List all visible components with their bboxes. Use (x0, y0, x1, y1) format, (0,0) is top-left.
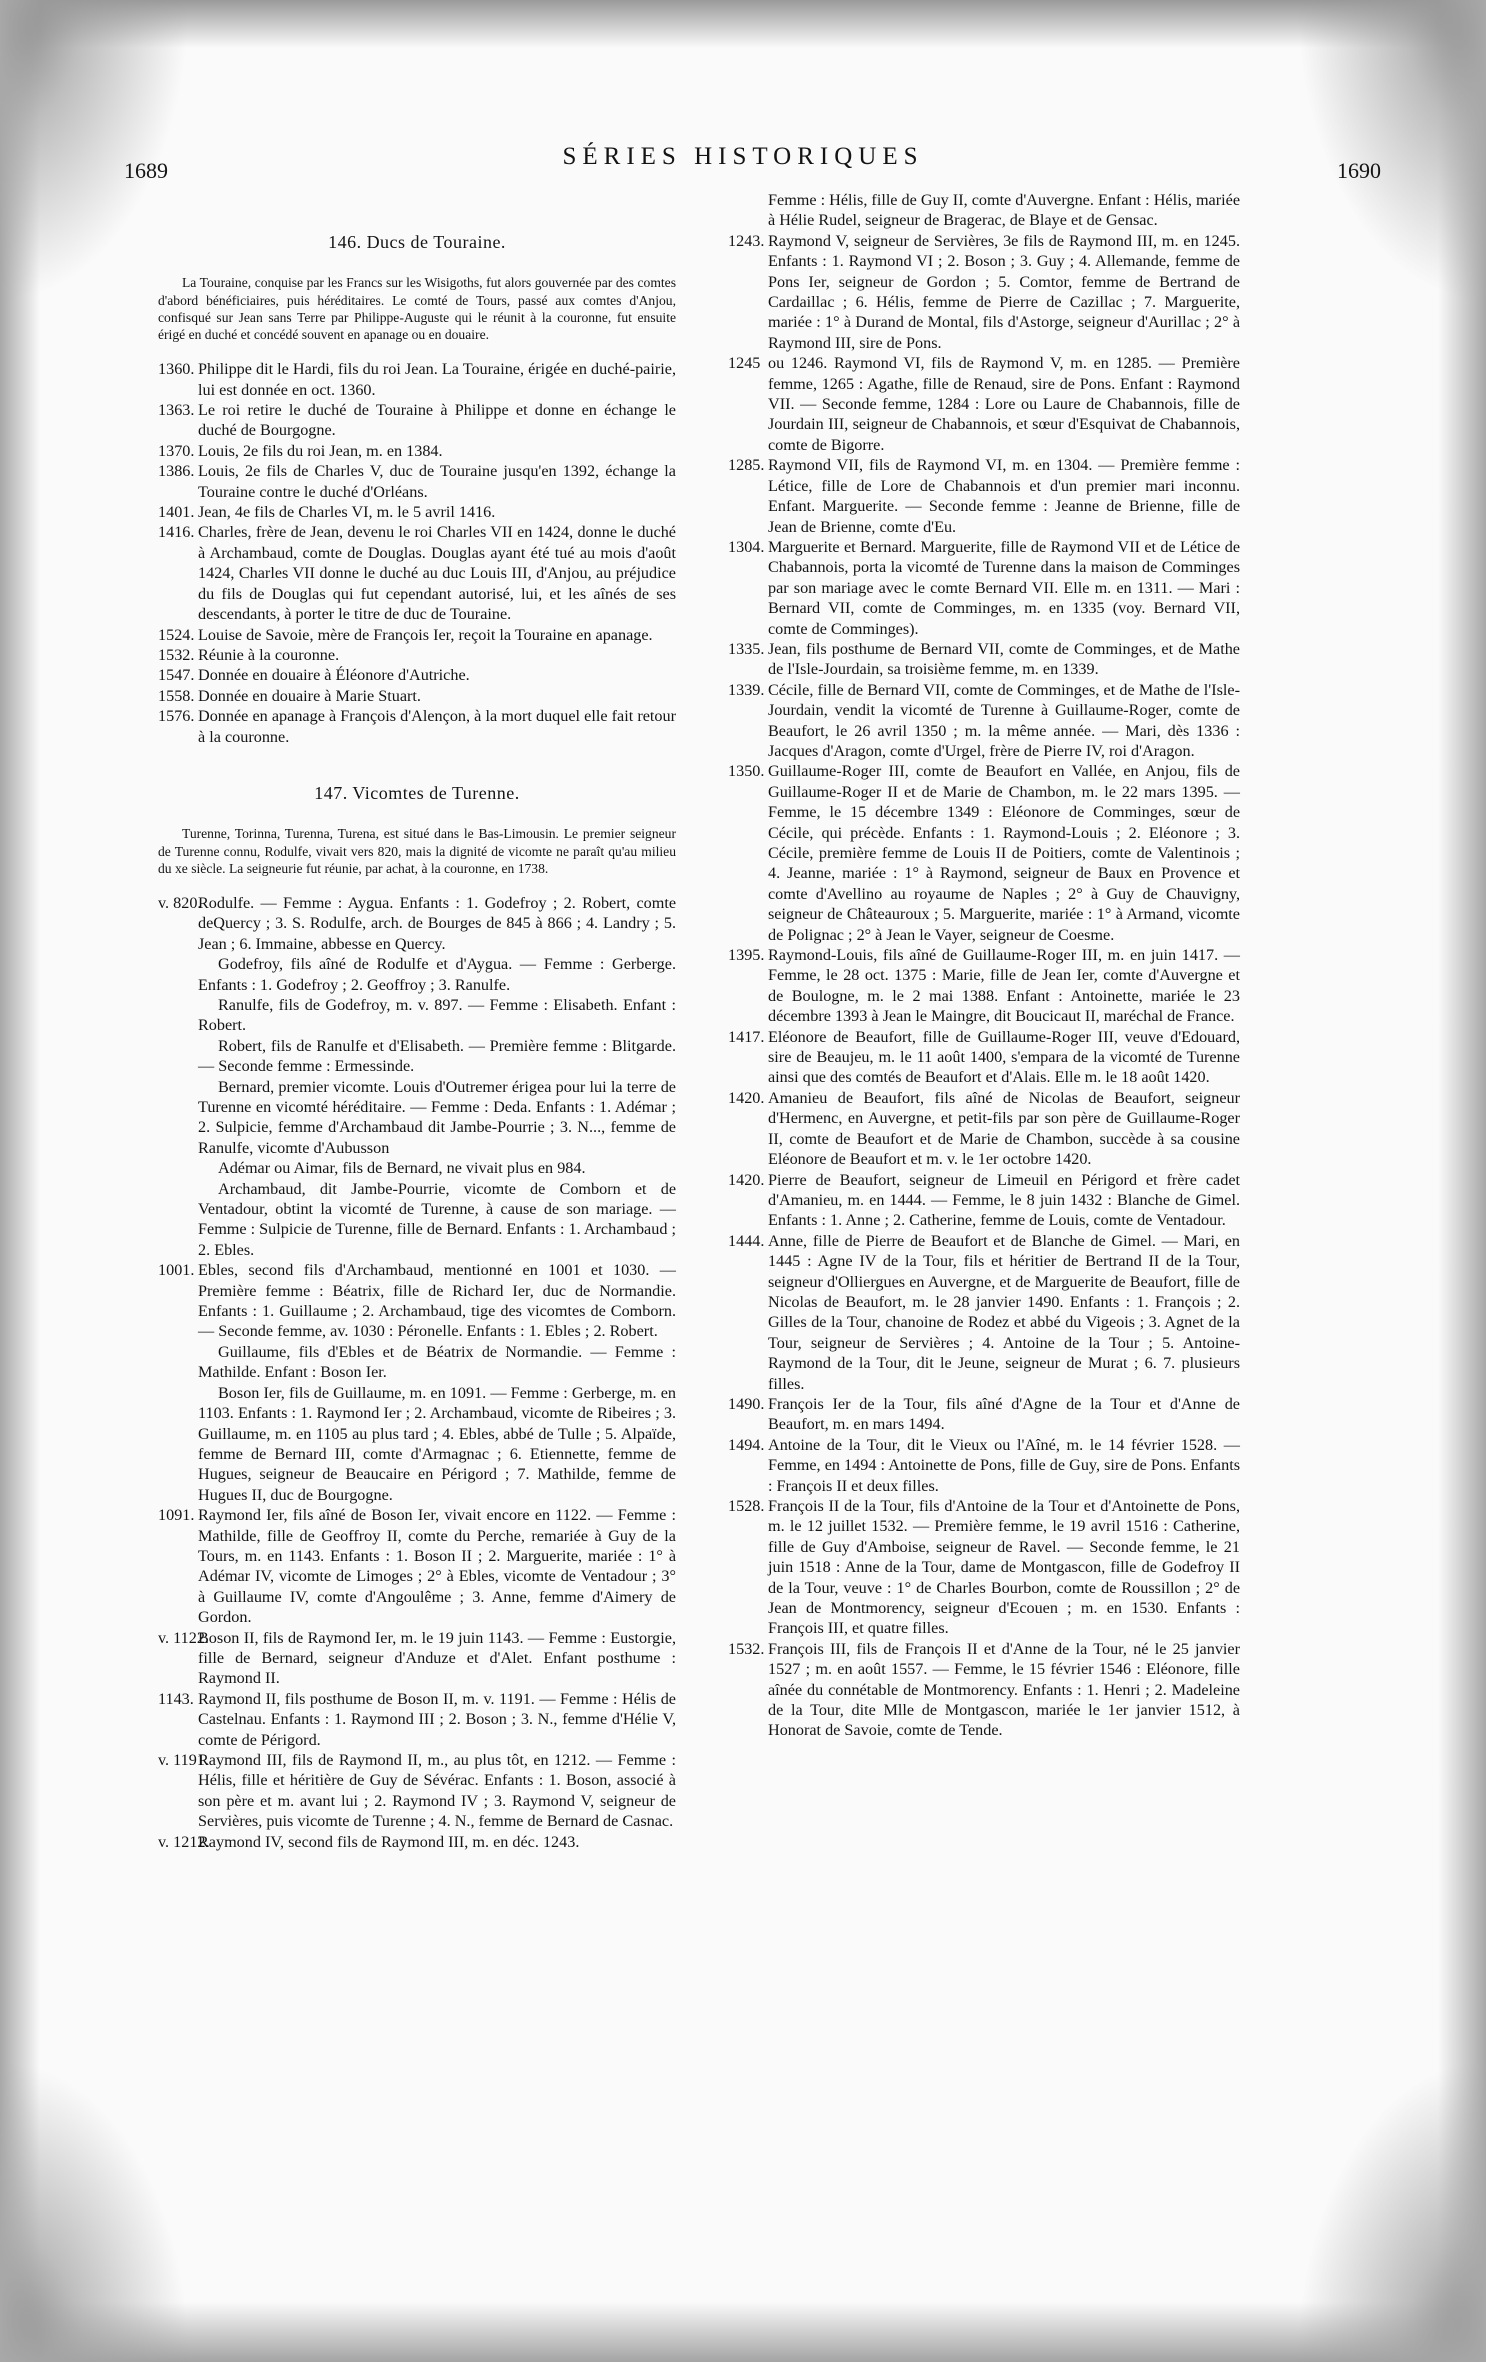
entry (158, 441, 676, 461)
continuation-entry (728, 190, 1240, 231)
entry-date: 1547. (158, 666, 195, 685)
entry-text: Archambaud, dit Jambe-Pourrie, vicomte de Comborn et de Ventadour, obtint la vicomté de Turenne, à cause de son mariage. — Femme : Sulpicie de Turenne, fille de Bernard. Enfants : 1. Archambaud ; 2. Ebles. (198, 1179, 676, 1259)
entry-date: 1558. (158, 686, 195, 705)
entry-date: 1360. (158, 360, 195, 379)
entry (158, 1505, 676, 1627)
entry (158, 1628, 676, 1689)
right-column (728, 190, 1240, 1741)
entry (158, 1077, 676, 1159)
entry-text: Raymond VII, fils de Raymond VI, m. en 1304. — Première femme : Létice, fille de Lore de Chabannois et d'un premier mari inconnu. Enfant. Marguerite. — Seconde femme : Jeanne de Brienne, fille de Jean de Brienne, comte d'Eu. (768, 456, 1240, 536)
entry-list-turenne-right (728, 231, 1240, 1741)
entry-text: Raymond III, fils de Raymond II, m., au plus tôt, en 1212. — Femme : Hélis, fille et héritière de Guy de Sévérac. Enfants : 1. Boson, associé à son père et m. avant lui ; 2. Raymond IV ; 3. Raymond V, seigneur de Servières, puis vicomte de Turenne ; 4. N., femme de Bernard de Casnac. (198, 1751, 676, 1831)
entry-text: Louis, 2e fils du roi Jean, m. en 1384. (198, 441, 443, 460)
entry-text: Jean, 4e fils de Charles VI, m. le 5 avril 1416. (198, 503, 496, 522)
entry-text: ou 1246. Raymond VI, fils de Raymond V, m. en 1285. — Première femme, 1265 : Agathe, fille de Renaud, sire de Pons. Enfant : Raymond VII. — Seconde femme, 1284 : Lore ou Laure de Chabannois, fille de Jourdain III, seigneur de Chabannois, et sœur d'Esquivat de Chabannois, comte de Bigorre. (768, 354, 1240, 454)
entry-text: Rodulfe. — Femme : Aygua. Enfants : 1. Godefroy ; 2. Robert, comte deQuercy ; 3. S. Rodulfe, arch. de Bourges de 845 à 866 ; 4. Landry ; 5. Jean ; 6. Immaine, abbesse en Quercy. (198, 893, 676, 953)
entry (158, 665, 676, 685)
entry-date: 1285. (728, 456, 765, 475)
entry (728, 1394, 1240, 1435)
entry-date: 1243. (728, 231, 765, 250)
entry (158, 625, 676, 645)
entry (158, 522, 676, 624)
entry-text: Pierre de Beaufort, seigneur de Limeuil en Périgord et frère cadet d'Amanieu, m. en 1444. — Femme, le 8 juin 1432 : Blanche de Gimel. Enfants : 1. Anne ; 2. Catherine, femme de Louis, comte de Ventadour. (768, 1170, 1240, 1230)
entry (158, 1179, 676, 1261)
entry-text: Adémar ou Aimar, fils de Bernard, ne vivait plus en 984. (218, 1159, 586, 1178)
entry (158, 1158, 676, 1178)
entry (158, 461, 676, 502)
entry (728, 231, 1240, 353)
entry-date: 1416. (158, 523, 195, 542)
entry-text: Louise de Savoie, mère de François Ier, reçoit la Touraine en apanage. (198, 625, 653, 644)
section-intro-touraine: La Touraine, conquise par les Francs sur les Wisigoths, fut alors gouvernée par des comtes d'abord bénéficiaires, puis héréditaires. Le comté de Tours, passé aux comtes d'Anjou, confisqué sur Jean sans Terre par Philippe-Auguste qui le réunit à la couronne, fut ensuite érigé en duché et concédé souvent en apanage ou en douaire. (158, 275, 676, 343)
entry-date: 1339. (728, 680, 765, 699)
entry-text: Raymond-Louis, fils aîné de Guillaume-Roger III, m. en juin 1417. — Femme, le 28 oct. 1375 : Marie, fille de Jean Ier, comte d'Auvergne et de Boulogne, m. le 2 mai 1388. Enfant : Antoinette, mariée le 23 décembre 1393 à Jean le Maingre, dit Boucicaut II, maréchal de France. (768, 946, 1240, 1026)
entry-text: Antoine de la Tour, dit le Vieux ou l'Aîné, m. le 14 février 1528. — Femme, en 1494 : Antoinette de Pons, fille de Guy, sire de Pons. Enfants : François II et deux filles. (768, 1435, 1240, 1495)
left-column (158, 196, 676, 1852)
entry (728, 1170, 1240, 1231)
scan-shadow-left (0, 0, 40, 2362)
entry (158, 1260, 676, 1342)
entry-date: 1490. (728, 1394, 765, 1413)
entry (728, 1435, 1240, 1496)
entry-text: Guillaume, fils d'Ebles et de Béatrix de Normandie. — Femme : Mathilde. Enfant : Boson Ier. (198, 1342, 676, 1382)
entry-text: François Ier de la Tour, fils aîné d'Agne de la Tour et d'Anne de Beaufort, m. en mars 1494. (768, 1394, 1240, 1434)
entry (158, 1689, 676, 1750)
entry (158, 400, 676, 441)
entry-text: Robert, fils de Ranulfe et d'Elisabeth. — Première femme : Blitgarde. — Seconde femme : Ermessinde. (198, 1036, 676, 1076)
entry-date: 1091. (158, 1506, 195, 1525)
entry-date: 1444. (728, 1231, 765, 1250)
scan-shadow-right (1438, 0, 1486, 2362)
entry (158, 502, 676, 522)
entry (158, 686, 676, 706)
entry (158, 893, 676, 954)
entry-date: 1143. (158, 1689, 194, 1708)
entry (158, 1036, 676, 1077)
entry-date: 1532. (728, 1639, 765, 1658)
entry (728, 1088, 1240, 1170)
entry-text: Amanieu de Beaufort, fils aîné de Nicolas de Beaufort, seigneur d'Hermenc, en Auvergne, et petit-fils par son père de Guillaume-Roger II, comte de Beaufort et de Marie de Chambon, succède à sa cousine Eléonore de Beaufort et m. v. le 1er octobre 1420. (768, 1088, 1240, 1169)
entry (158, 954, 676, 995)
entry-list-touraine (158, 359, 676, 747)
running-title: SÉRIES HISTORIQUES (562, 143, 924, 170)
entry (728, 537, 1240, 639)
entry (158, 359, 676, 400)
entry-date: v. 820. (158, 893, 202, 912)
entry-date: v. 1191. (158, 1751, 209, 1770)
entry (728, 455, 1240, 537)
entry-text: Eléonore de Beaufort, fille de Guillaume-Roger III, veuve d'Edouard, sire de Beaujeu, m. le 11 août 1400, s'empara de la vicomté de Turenne ainsi que des comtés de Beaufort et d'Alais. Elle m. le 18 août 1420. (768, 1027, 1240, 1087)
entry (728, 353, 1240, 455)
entry-text: Ebles, second fils d'Archambaud, mentionné en 1001 et 1030. — Première femme : Béatrix, fille de Richard Ier, duc de Normandie. Enfants : 1. Guillaume ; 2. Archambaud, tige des vicomtes de Comborn. — Seconde femme, av. 1030 : Péronelle. Enfants : 1. Ebles ; 2. Robert. (198, 1261, 676, 1341)
entry-text: François III, fils de François II et d'Anne de la Tour, né le 25 janvier 1527 ; m. en août 1557. — Femme, le 15 février 1546 : Eléonore, fille aînée du connétable de Montmorency. Enfants : 1. Henri ; 2. Madeleine de la Tour, dite Mlle de Montgascon, mariée le 1er janvier 1512, à Honorat de Savoie, comte de Tende. (768, 1639, 1240, 1740)
entry-date: 1335. (728, 639, 765, 658)
entry-text: Raymond II, fils posthume de Boson II, m. v. 1191. — Femme : Hélis de Castelnau. Enfants : 1. Raymond III ; 2. Boson ; 3. N., femme d'Hélie V, comte de Périgord. (198, 1689, 676, 1749)
entry (728, 761, 1240, 945)
entry-text: Marguerite et Bernard. Marguerite, fille de Raymond VII et de Létice de Chabannois, porta la vicomté de Turenne dans la maison de Comminges par son mariage avec le comte Bernard VII. Elle m. en 1311. — Mari : Bernard VII, comte de Comminges, m. en 1335 (voy. Bernard VII, comte de Comminges). (768, 537, 1240, 638)
entry-text: Louis, 2e fils de Charles V, duc de Touraine jusqu'en 1392, échange la Touraine contre le duché d'Orléans. (198, 462, 676, 501)
entry (158, 1832, 676, 1852)
entry-date: 1532. (158, 645, 195, 664)
entry (158, 706, 676, 747)
continuation-text: Femme : Hélis, fille de Guy II, comte d'Auvergne. Enfant : Hélis, mariée à Hélie Rudel, seigneur de Bragerac, de Blaye et de Gensac. (768, 191, 1240, 230)
entry-date: 1386. (158, 462, 195, 481)
scan-shadow-top (0, 0, 1486, 48)
entry-text: François II de la Tour, fils d'Antoine de la Tour et d'Antoinette de Pons, m. le 12 juillet 1532. — Première femme, le 19 avril 1516 : Catherine, fille de Guy d'Amboise, seigneur de Ravel. — Seconde femme, le 21 juin 1518 : Anne de la Tour, dame de Montgascon, fille de Godefroy II de la Tour, veuve : 1° de Charles Bourbon, comte de Roussillon ; 2° de Jean de Montmorency, seigneur d'Ecouen ; m. en 1530. Enfants : François III, et quatre filles. (768, 1497, 1240, 1638)
page-number-left: 1689 (124, 158, 168, 183)
entry-date: 1494. (728, 1435, 765, 1454)
page-number-right: 1690 (1337, 158, 1381, 183)
entry (728, 1496, 1240, 1639)
entry-date: 1304. (728, 537, 765, 556)
entry-text: Boson II, fils de Raymond Ier, m. le 19 juin 1143. — Femme : Eustorgie, fille de Bernard, seigneur d'Anduze et d'Alet. Enfant posthume : Raymond II. (198, 1628, 676, 1688)
entry-text: Cécile, fille de Bernard VII, comte de Comminges, et de Mathe de l'Isle-Jourdain, vendit la vicomté de Turenne à Guillaume-Roger, comte de Beaufort, le 26 avril 1350 ; m. la même année. — Mari, dès 1336 : Jacques d'Aragon, comte d'Urgel, frère de Pierre IV, roi d'Aragon. (768, 680, 1240, 760)
entry-text: Donnée en douaire à Éléonore d'Autriche. (198, 666, 470, 685)
entry-text: Anne, fille de Pierre de Beaufort et de Blanche de Gimel. — Mari, en 1445 : Agne IV de la Tour, fils et héritier de Bertrand II de la Tour, seigneur d'Olliergues en Auvergne, et de Marguerite de Beaufort, fille de Nicolas de Beaufort, m. le 28 janvier 1490. Enfants : 1. François ; 2. Gilles de la Tour, chanoine de Rodez et abbé du Vigeois ; 3. Agnet de la Tour, seigneur de Servières ; 4. Antoine de la Tour ; 5. Antoine-Raymond de la Tour, dit le Jeune, seigneur de Murat ; 6. 7. plusieurs filles. (768, 1231, 1240, 1393)
entry-text: Donnée en apanage à François d'Alençon, à la mort duquel elle fait retour à la couronne. (198, 707, 676, 746)
entry-text: Boson Ier, fils de Guillaume, m. en 1091. — Femme : Gerberge, m. en 1103. Enfants : 1. Raymond Ier ; 2. Archambaud, vicomte de Ribeires ; 3. Guillaume, m. en 1105 au plus tard ; 4. Ebles, abbé de Tulle ; 5. Alpaïde, femme de Bernard III, comte d'Armagnac ; 6. Etiennette, femme de Hugues, seigneur de Beaucaire en Périgord ; 7. Mathilde, femme de Hugues II, duc de Bourgogne. (198, 1383, 676, 1504)
entry-date: 1395. (728, 946, 765, 965)
entry-text: Bernard, premier vicomte. Louis d'Outremer érigea pour lui la terre de Turenne en vicomté héréditaire. — Femme : Deda. Enfants : 1. Adémar ; 2. Sulpicie, femme d'Archambaud dit Jambe-Pourrie ; 3. N..., femme de Ranulfe, vicomte d'Aubusson (198, 1077, 676, 1157)
entry-date: 1001. (158, 1261, 195, 1280)
entry-date: 1524. (158, 625, 195, 644)
entry (158, 1383, 676, 1505)
entry-text: Guillaume-Roger III, comte de Beaufort en Vallée, en Anjou, fils de Guillaume-Roger II et de Marie de Chambon, m. le 22 mars 1395. — Femme, le 15 décembre 1349 : Eléonore de Comminges, sœur de Cécile, qui précède. Enfants : 1. Raymond-Louis ; 2. Eléonore ; 3. Cécile, première femme de Louis II de Poitiers, comte de Valentinois ; 4. Jeanne, mariée : 1° à Raymond, seigneur de Baux en Provence et comte d'Avellino au royaume de Naples ; 2° à Guy de Chauvigny, seigneur de Châteauroux ; 5. Marguerite, mariée : 1° à Armand, vicomte de Polignac ; 2° à Jean le Vayer, seigneur de Coesme. (768, 762, 1240, 944)
entry (158, 645, 676, 665)
entry-date: v. 1212. (158, 1832, 210, 1851)
entry-text: Jean, fils posthume de Bernard VII, comte de Comminges, et de Mathe de l'Isle-Jourdain, sa troisième femme, m. en 1339. (768, 639, 1240, 679)
entry-date: 1576. (158, 707, 195, 726)
entry-text: Raymond Ier, fils aîné de Boson Ier, vivait encore en 1122. — Femme : Mathilde, fille de Geoffroy II, comte du Perche, remariée à Guy de la Tours, m. en 1143. Enfants : 1. Boson II ; 2. Marguerite, mariée : 1° à Adémar IV, vicomte de Limoges ; 2° à Ebles, vicomte de Ventadour ; 3° à Guillaume IV, comte d'Angoulême ; 3. Anne, femme d'Aimery de Gordon. (198, 1506, 676, 1627)
entry-text: Charles, frère de Jean, devenu le roi Charles VII en 1424, donne le duché à Archambaud, comte de Douglas. Douglas ayant été tué au mois d'août 1424, Charles VII donne le duché au duc Louis III, d'Anjou, au préjudice du fils de Douglas qui fut cependant autorisé, lui, et les aînés de ses descendants, à porter le titre de duc de Touraine. (198, 523, 676, 624)
entry (158, 995, 676, 1036)
entry-text: Godefroy, fils aîné de Rodulfe et d'Aygua. — Femme : Gerberge. Enfants : 1. Godefroy ; 2. Geoffroy ; 3. Ranulfe. (198, 955, 676, 994)
scan-shadow-bottom (0, 2302, 1486, 2362)
section-intro-turenne: Turenne, Torinna, Turenna, Turena, est situé dans le Bas-Limousin. Le premier seigneur de Turenne connu, Rodulfe, vivait vers 820, mais la dignité de vicomte ne paraît qu'au milieu du xe siècle. La seigneurie fut réunie, par achat, à la couronne, en 1738. (158, 826, 676, 876)
entry (158, 1342, 676, 1383)
entry-list-turenne-left (158, 893, 676, 1852)
entry (728, 1027, 1240, 1088)
section-title-turenne: 147. Vicomtes de Turenne. (314, 782, 520, 803)
entry (728, 639, 1240, 680)
entry (728, 1639, 1240, 1741)
entry-text: Le roi retire le duché de Touraine à Philippe et donne en échange le duché de Bourgogne. (198, 401, 676, 440)
entry-date: 1528. (728, 1497, 765, 1515)
entry (728, 1231, 1240, 1394)
entry-text: Philippe dit le Hardi, fils du roi Jean. La Touraine, érigée en duché-pairie, lui est donnée en oct. 1360. (198, 360, 676, 399)
entry-text: Donnée en douaire à Marie Stuart. (198, 686, 421, 705)
entry (728, 945, 1240, 1027)
section-title-touraine: 146. Ducs de Touraine. (328, 232, 506, 252)
entry-date: 1370. (158, 441, 195, 460)
entry (728, 680, 1240, 762)
entry-date: 1245 (728, 354, 761, 373)
entry (158, 1750, 676, 1832)
entry-date: 1420. (728, 1170, 765, 1189)
entry-text: Réunie à la couronne. (198, 645, 340, 664)
entry-text: Raymond IV, second fils de Raymond III, m. en déc. 1243. (198, 1832, 580, 1851)
entry-date: 1350. (728, 762, 765, 781)
entry-text: Ranulfe, fils de Godefroy, m. v. 897. — Femme : Elisabeth. Enfant : Robert. (198, 995, 676, 1035)
entry-date: 1420. (728, 1088, 765, 1107)
entry-date: 1363. (158, 401, 195, 420)
entry-date: 1401. (158, 503, 195, 522)
entry-date: v. 1122. (158, 1628, 209, 1647)
entry-date: 1417. (728, 1027, 765, 1046)
entry-text: Raymond V, seigneur de Servières, 3e fils de Raymond III, m. en 1245. Enfants : 1. Raymond VI ; 2. Boson ; 3. Guy ; 4. Allemande, femme de Pons Ier, seigneur de Gordon ; 5. Comtor, femme de Bertrand de Cardaillac ; 6. Hélis, femme de Pierre de Cazillac ; 7. Marguerite, mariée : 1° à Durand de Montal, fils d'Astorge, seigneur d'Aurillac ; 2° à Raymond III, sire de Pons. (768, 231, 1240, 352)
